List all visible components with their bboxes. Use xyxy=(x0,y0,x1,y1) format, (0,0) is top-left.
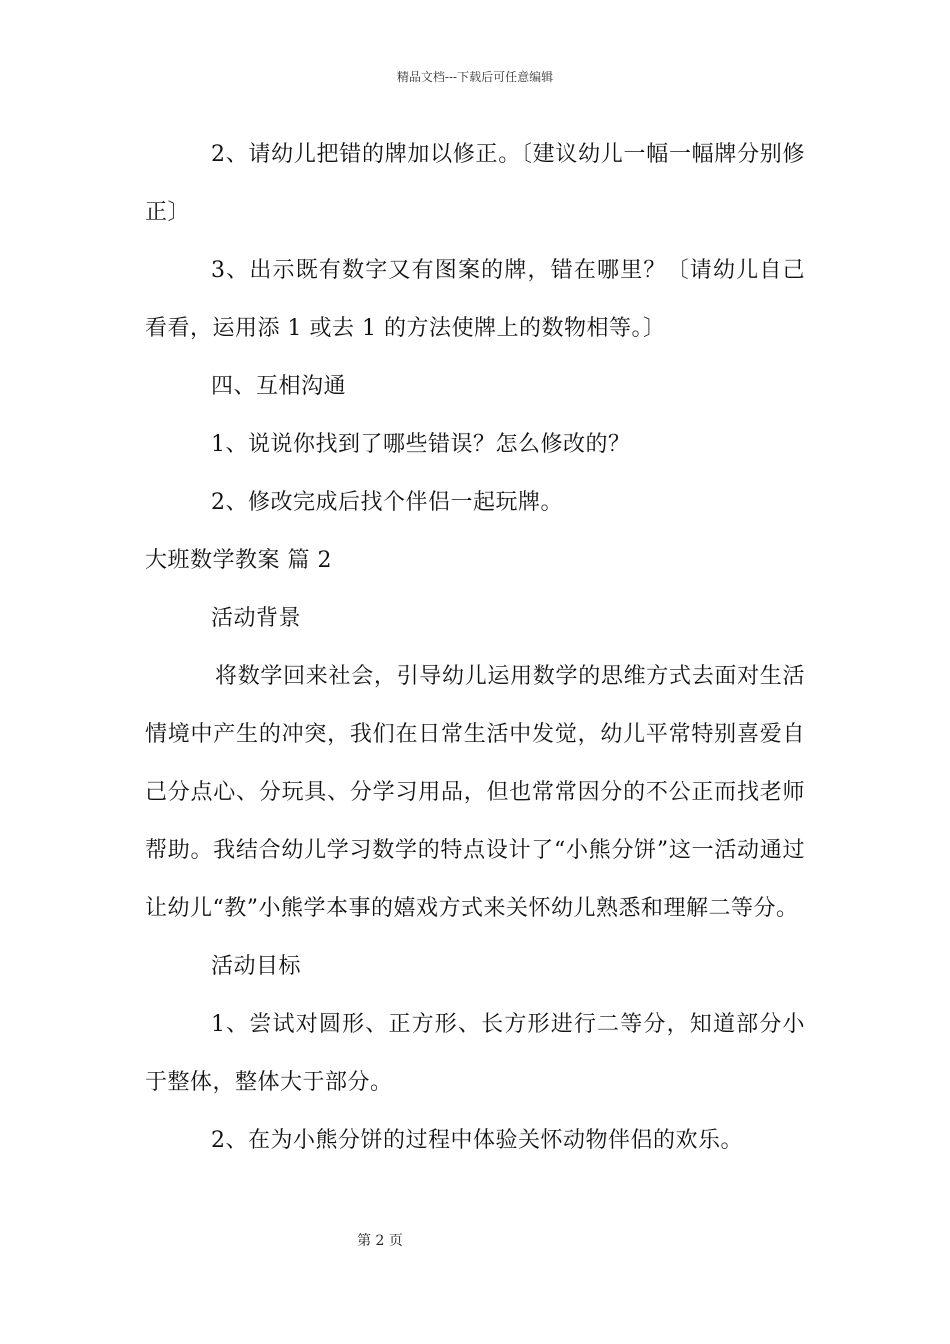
section-heading-background: 活动背景 xyxy=(211,606,302,631)
paragraph-goal-1: 1、尝试对圆形、正方形、长方形进行二等分，知道部分小于整体，整体大于部分。 xyxy=(145,1012,805,1095)
lesson-title: 大班数学教案 篇 2 xyxy=(145,548,332,573)
paragraph-correct-cards: 2、请幼儿把错的牌加以修正。〔建议幼儿一幅一幅牌分别修正〕 xyxy=(145,142,805,225)
paragraph-play-cards: 2、修改完成后找个伴侣一起玩牌。 xyxy=(211,490,563,515)
paragraph-goal-2: 2、在为小熊分饼的过程中体验关怀动物伴侣的欢乐。 xyxy=(211,1128,743,1153)
page-number: 第 2 页 xyxy=(357,1233,403,1249)
page-header: 精品文档---下载后可任意编辑 xyxy=(396,70,554,84)
paragraph-show-cards: 3、出示既有数字又有图案的牌，错在哪里？〔请幼儿自己看看，运用添 1 或去 1 的方法使牌上的数物相等。〕 xyxy=(145,258,805,341)
document-body xyxy=(145,126,805,1170)
section-heading-communicate: 四、互相沟通 xyxy=(211,374,347,399)
section-heading-goals: 活动目标 xyxy=(211,954,302,979)
paragraph-background: 将数学回来社会，引导幼儿运用数学的思维方式去面对生活情境中产生的冲突，我们在日常生活中发觉，幼儿平常特别喜爱自己分点心、分玩具、分学习用品，但也常常因分的不公正而找老师帮助。我结合幼儿学习数学的特点设计了“小熊分饼”这一活动通过让幼儿“教”小熊学本事的嬉戏方式来关怀幼儿熟悉和理解二等分。 xyxy=(145,664,805,921)
paragraph-discuss-errors: 1、说说你找到了哪些错误？怎么修改的？ xyxy=(211,432,631,457)
